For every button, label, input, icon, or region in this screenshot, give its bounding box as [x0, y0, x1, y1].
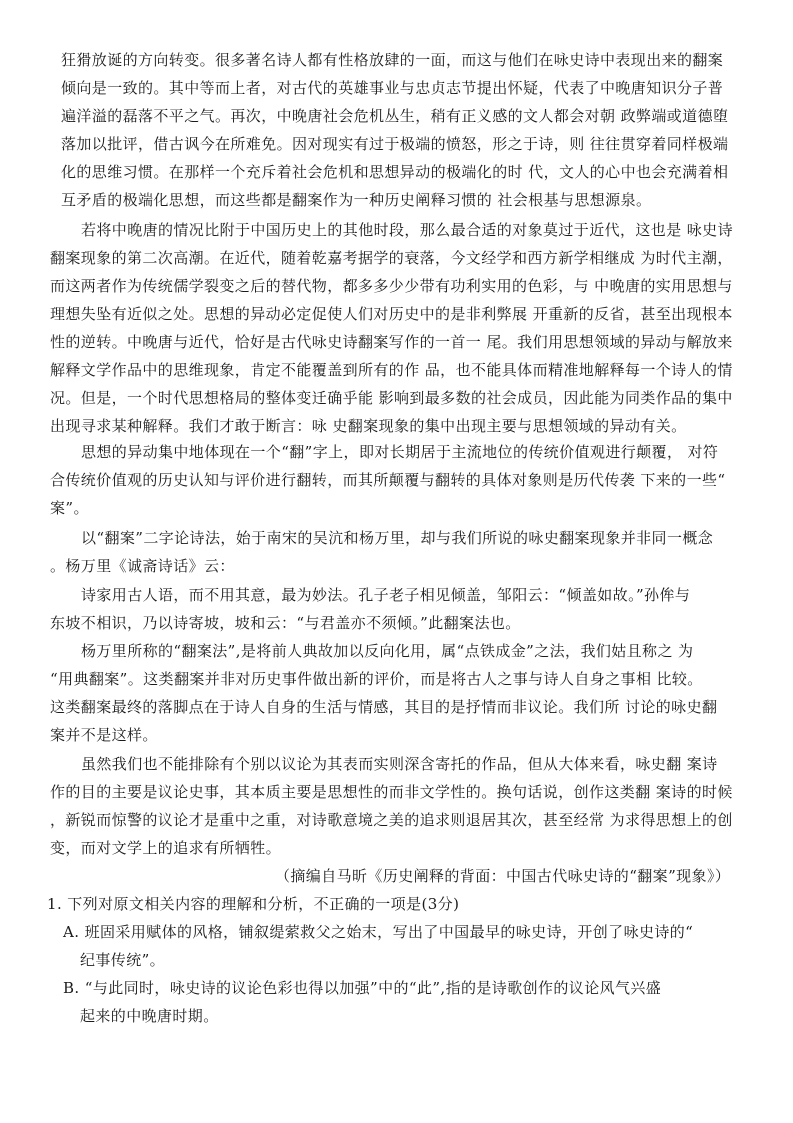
text-line: 化的思维习惯。在那样一个充斥着社会危机和思想异动的极端化的时 代，文人的心中也会充满着相 — [61, 163, 729, 181]
text-line: 狂猾放诞的方向转变。很多著名诗人都有性格放肆的一面，而这与他们在咏史诗中表现出来的翻案 — [61, 51, 724, 69]
text-line: 性的逆转。中晚唐与近代，恰好是古代咏史诗翻案写作的一首一 尾。我们用思想领域的异动与解放来 — [50, 333, 733, 351]
source-citation: （摘编自马昕《历史阐释的背面：中国古代咏史诗的“翻案”现象》） — [275, 867, 731, 885]
text-line: 虽然我们也不能排除有个别以议论为其表而实则深含寄托的作品，但从大体来看，咏史翻 案诗 — [81, 755, 718, 773]
text-line: 况。但是，一个时代思想格局的整体变迁确乎能 影响到最多数的社会成员，因此能为同类作品的集中 — [50, 389, 733, 407]
text-line: ，新锐而惊警的议论才是重中之重，对诗歌意境之美的追求则退居其次，甚至经常 为求得思想上的创 — [50, 811, 733, 829]
option-a-cont: 纪事传统”。 — [80, 951, 166, 969]
text-line: 解释文学作品中的思维现象，肯定不能覆盖到所有的作 品，也不能具体而精准地解释每一个诗人的情 — [50, 361, 733, 379]
text-line: 理想失坠有近似之处。思想的异动必定促使人们对历史中的是非利弊展 开重新的反省，甚至出现根本 — [50, 305, 733, 323]
text-line: 落加以批评，借古讽今在所难免。因对现实有过于极端的愤怒，形之于诗，则 往往贯穿着同样极端 — [61, 135, 729, 153]
text-line: 杨万里所称的“翻案法”,是将前人典故加以反向化用，属“点铁成金”之法，我们姑且称之 为 — [81, 642, 694, 660]
text-line: 遍洋溢的磊落不平之气。再次，中晚唐社会危机丛生，稍有正义感的文人都会对朝 政弊端或道德堕 — [61, 107, 729, 125]
text-line: 翻案现象的第二次高潮。在近代，随着乾嘉考据学的衰落，今文经学和西方新学相继成 为时代主潮， — [50, 249, 733, 267]
text-line: “用典翻案”。这类翻案并非对历史事件做出新的评价，而是将古人之事与诗人自身之事相 比较。 — [50, 670, 703, 688]
text-line: 若将中晚唐的情况比附于中国历史上的其他时段，那么最合适的对象莫过于近代，这也是 咏史诗 — [81, 221, 733, 239]
text-line: 互矛盾的极端化思想，而这些都是翻案作为一种历史阐释习惯的 社会根基与思想源泉。 — [61, 191, 652, 209]
text-line: 变，而对文学上的追求有所牺牲。 — [50, 839, 282, 857]
question-stem: 1. 下列对原文相关内容的理解和分析，不正确的一项是(3分) — [47, 895, 460, 913]
text-line: 思想的异动集中地体现在一个“翻”字上，即对长期居于主流地位的传统价值观进行颠覆， 对符 — [81, 443, 719, 461]
text-line: 合传统价值观的历史认知与评价进行翻转，而其所颠覆与翻转的具体对象则是历代传袭 下来的一些“ — [50, 471, 726, 489]
text-line: 。杨万里《诚斋诗话》云： — [50, 557, 235, 575]
text-line: 案”。 — [50, 499, 89, 517]
option-b: B. “与此同时，咏史诗的议论色彩也得以加强”中的“此”,指的是诗歌创作的议论风气兴盛 — [63, 979, 662, 997]
text-line: 这类翻案最终的落脚点在于诗人自身的生活与情感，其目的是抒情而非议论。我们所 讨论的咏史翻 — [50, 698, 718, 716]
text-line: 案并不是这样。 — [50, 726, 158, 744]
option-b-cont: 起来的中晚唐时期。 — [80, 1007, 219, 1025]
text-line: 出现寻求某种解释。我们才敢于断言：咏 史翻案现象的集中出现主要与思想领域的异动有关。 — [50, 417, 687, 435]
text-line: 作的目的主要是议论史事，其本质主要是思想性的而非文学性的。换句话说，创作这类翻 案诗的时候 — [50, 783, 733, 801]
quote-line: 诗家用古人语，而不用其意，最为妙法。孔子老子相见倾盖，邹阳云：“倾盖如故。”孙侔与 — [81, 586, 691, 604]
text-line: 以“翻案”二字论诗法，始于南宋的吴沆和杨万里，却与我们所说的咏史翻案现象并非同一概念 — [81, 529, 714, 547]
text-line: 而这两者作为传统儒学裂变之后的替代物，都多多少少带有功利实用的色彩，与 中晚唐的实用思想与 — [50, 277, 733, 295]
quote-line: 东坡不相识，乃以诗寄坡，坡和云：“与君盖亦不须倾。”此翻案法也。 — [50, 614, 521, 632]
text-line: 倾向是一致的。其中等而上者，对古代的英雄事业与忠贞志节提出怀疑，代表了中晚唐知识分子普 — [61, 79, 724, 97]
option-a: A. 班固采用赋体的风格，铺叙缇萦救父之始末，写出了中国最早的咏史诗，开创了咏史诗的“ — [63, 923, 694, 941]
